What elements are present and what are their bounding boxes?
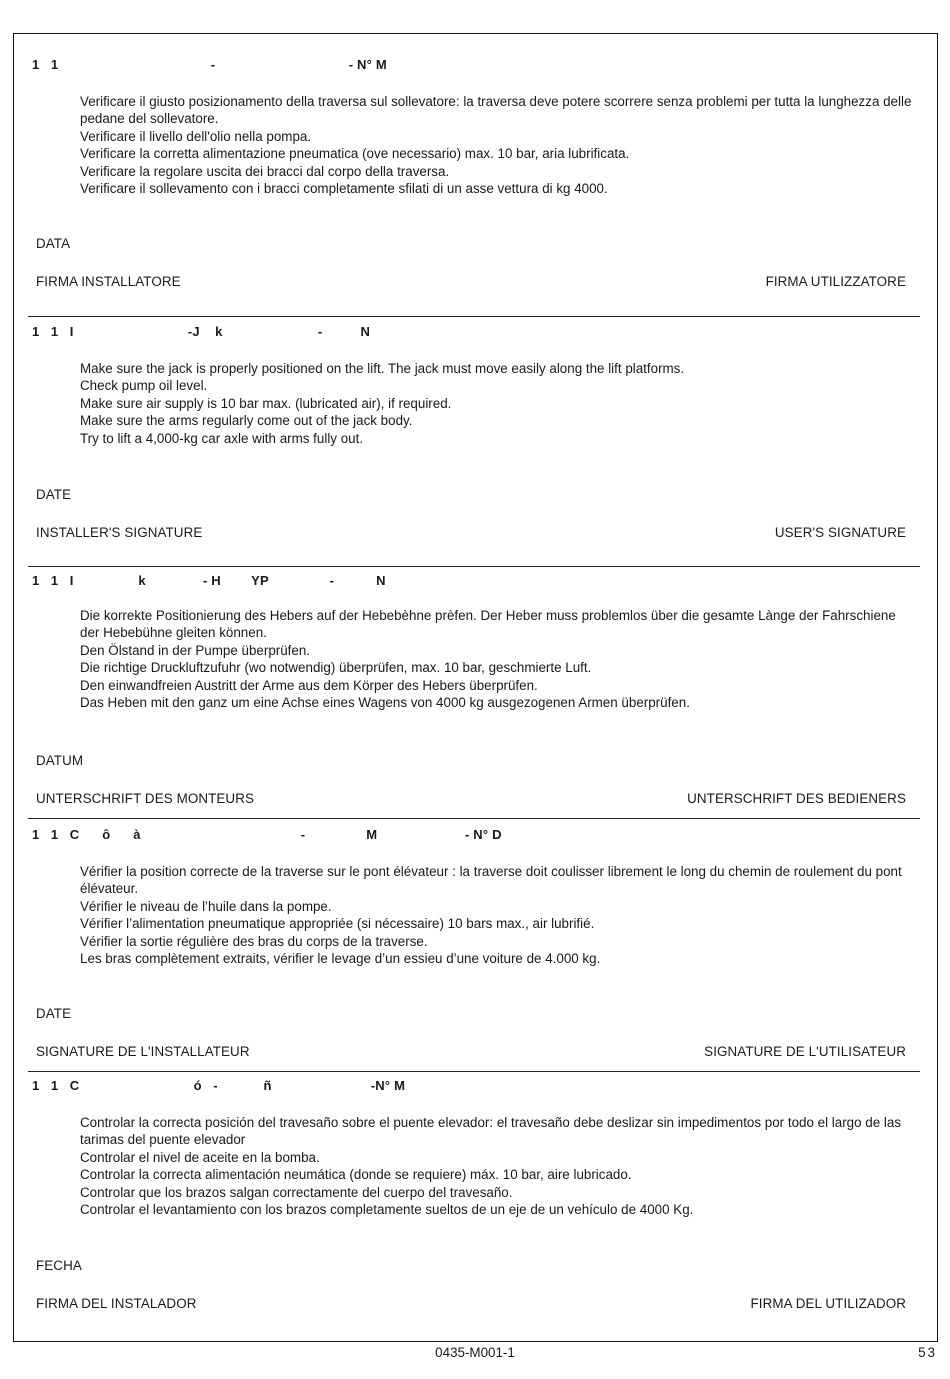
- check-line: Controlar que los brazos salgan correctamente del cuerpo del travesaño.: [80, 1184, 513, 1200]
- section-heading: 1 1 I -J k - N: [32, 324, 371, 339]
- document-code: 0435-M001-1: [435, 1345, 515, 1360]
- section-divider: [28, 1071, 920, 1072]
- section-divider: [28, 316, 920, 317]
- section-body: [80, 863, 918, 967]
- section-heading: 1 1 C ó - ñ -N° M: [32, 1078, 406, 1093]
- check-line: Das Heben mit den ganz um eine Achse eines Wagens von 4000 kg ausgezogenen Armen überprüfen.: [80, 695, 690, 711]
- user-signature-label: UNTERSCHRIFT DES BEDIENERS: [687, 791, 906, 806]
- section-heading: 1 1 C ô à - M - N° D: [32, 827, 502, 842]
- section-body: [80, 360, 918, 447]
- date-label: DATA: [36, 236, 71, 251]
- check-line: Die korrekte Positionierung des Hebers auf der Hebebèhne prèfen. Der Heber muss problemlos über die gesamte Lànge der Fahrschiene der Hebebühne gleiten können.: [80, 608, 896, 641]
- page-frame: [13, 33, 938, 1342]
- page-number: 53: [918, 1345, 937, 1360]
- section-heading: 1 1 - - N° M: [32, 57, 387, 72]
- check-line: Verificare la regolare uscita dei bracci dal corpo della traversa.: [80, 163, 450, 179]
- check-line: Controlar la correcta alimentación neumática (donde se requiere) máx. 10 bar, aire lubricado.: [80, 1167, 632, 1183]
- user-signature-label: USER'S SIGNATURE: [774, 525, 906, 540]
- check-line: Den Ölstand in der Pumpe überprüfen.: [80, 642, 311, 658]
- check-line: Make sure the arms regularly come out of the jack body.: [80, 413, 413, 429]
- check-line: Controlar el levantamiento con los brazos completamente sueltos de un eje de un vehículo de 4000 Kg.: [80, 1202, 694, 1218]
- check-line: Check pump oil level.: [80, 378, 208, 394]
- check-line: Vérifier la position correcte de la traverse sur le pont élévateur : la traverse doit coulisser librement le long du chemin de roulement du pont élévateur.: [80, 864, 902, 897]
- user-signature-label: FIRMA DEL UTILIZADOR: [750, 1296, 906, 1311]
- date-label: DATE: [36, 487, 72, 502]
- installer-signature-label: UNTERSCHRIFT DES MONTEURS: [36, 791, 254, 806]
- installer-signature-label: FIRMA INSTALLATORE: [36, 274, 181, 289]
- user-signature-label: SIGNATURE DE L'UTILISATEUR: [704, 1044, 906, 1059]
- check-line: Verificare il livello dell'olio nella pompa.: [80, 128, 312, 144]
- check-line: Verificare la corretta alimentazione pneumatica (ove necessario) max. 10 bar, aria lubrificata.: [80, 146, 630, 162]
- check-line: Make sure air supply is 10 bar max. (lubricated air), if required.: [80, 395, 452, 411]
- installer-signature-label: FIRMA DEL INSTALADOR: [36, 1296, 197, 1311]
- check-line: Die richtige Druckluftzufuhr (wo notwendig) überprüfen, max. 10 bar, geschmierte Luft.: [80, 660, 592, 676]
- check-line: Verificare il sollevamento con i bracci completamente sfilati di un asse vettura di kg 4000.: [80, 181, 608, 197]
- section-divider: [28, 818, 920, 819]
- installer-signature-label: INSTALLER'S SIGNATURE: [36, 525, 203, 540]
- check-line: Vérifier le niveau de l’huile dans la pompe.: [80, 898, 332, 914]
- section-body: [80, 607, 918, 711]
- user-signature-label: FIRMA UTILIZZATORE: [765, 274, 906, 289]
- check-line: Vérifier la sortie régulière des bras du corps de la traverse.: [80, 933, 428, 949]
- check-line: Make sure the jack is properly positioned on the lift. The jack must move easily along the lift platforms.: [80, 361, 685, 376]
- section-heading: 1 1 I k - H YP - N: [32, 573, 386, 588]
- date-label: DATUM: [36, 753, 84, 768]
- check-line: Vérifier l’alimentation pneumatique appropriée (si nécessaire) 10 bars max., air lubrifié.: [80, 916, 595, 932]
- check-line: Controlar el nivel de aceite en la bomba.: [80, 1149, 320, 1165]
- section-body: [80, 93, 918, 197]
- date-label: FECHA: [36, 1258, 82, 1273]
- check-line: Verificare il giusto posizionamento della traversa sul sollevatore: la traversa deve potere scorrere senza problemi per tutta la lunghezza delle pedane del sollevatore.: [80, 94, 912, 127]
- installer-signature-label: SIGNATURE DE L'INSTALLATEUR: [36, 1044, 250, 1059]
- section-body: [80, 1114, 918, 1218]
- check-line: Les bras complètement extraits, vérifier le levage d’un essieu d’une voiture de 4.000 kg.: [80, 951, 601, 967]
- check-line: Try to lift a 4,000-kg car axle with arms fully out.: [80, 430, 364, 446]
- section-divider: [28, 566, 920, 567]
- date-label: DATE: [36, 1006, 72, 1021]
- check-line: Controlar la correcta posición del travesaño sobre el puente elevador: el travesaño debe deslizar sin impedimentos por todo el largo de las tarimas del puente elevador: [80, 1115, 902, 1148]
- check-line: Den einwandfreien Austritt der Arme aus dem Körper des Hebers überprüfen.: [80, 677, 538, 693]
